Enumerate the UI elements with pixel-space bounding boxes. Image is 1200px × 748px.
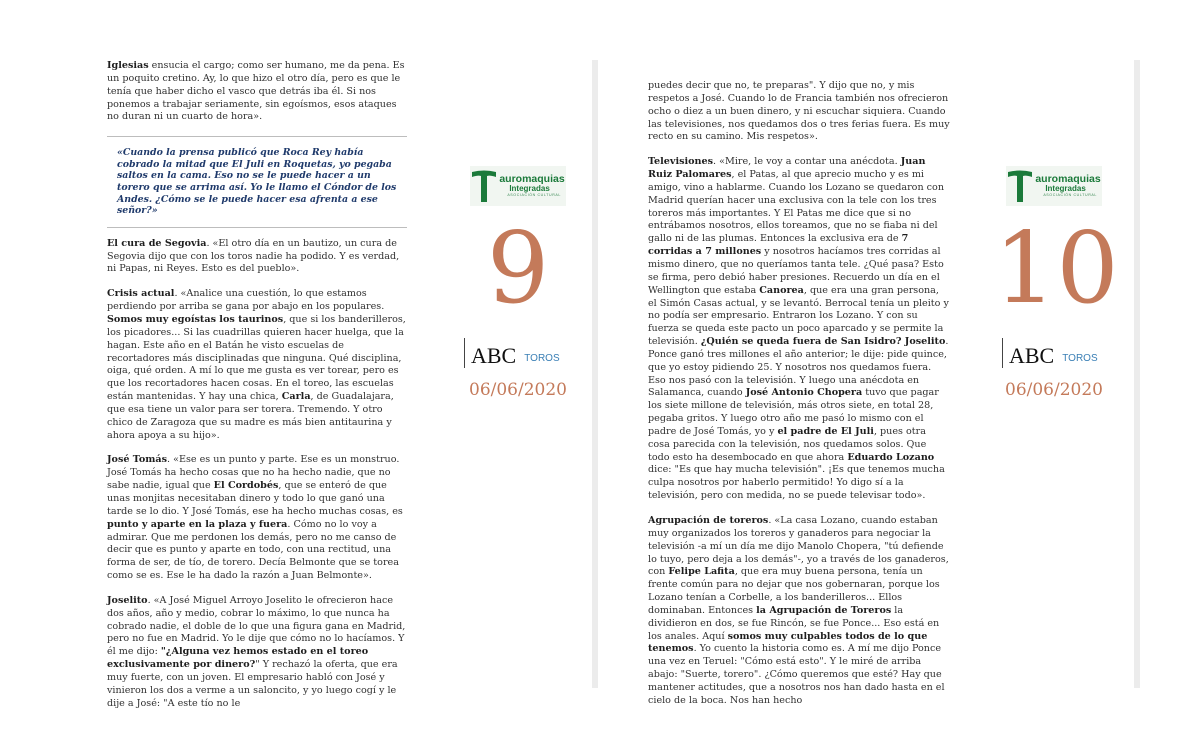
logo-line-1: auromaquias	[1035, 173, 1101, 186]
logo-line-3: ASOCIACIÓN CULTURAL	[1043, 192, 1097, 197]
paragraph-continuation: puedes decir que no, te preparas". Y dijo que no, y mis respetos a José. Cuando lo de Francia también nos ofrecieron ocho o diez a un buen dinero, y ni escuchar siquiera. Cuando las televisiones, nos quedamos dos o tres ferias fuera. Es muy recto en su camino. Mis respetos».	[648, 80, 950, 143]
page-10	[600, 0, 1140, 748]
t-logo-icon	[1007, 169, 1033, 203]
bold-run: Iglesias	[107, 60, 149, 71]
bold-run: Felipe Lafita	[668, 566, 735, 578]
abc-title: ABC	[1009, 343, 1055, 368]
paragraph-crisis-actual: Crisis actual. «Analice una cuestión, lo que estamos perdiendo por arriba se gana por abajo en los populares. Somos muy egoístas los taurinos, que si los banderilleros, los picadores... Si las cuadrillas quieren hacer huelga, que la hagan. Este año en el Batán he visto escuelas de recortadores más disciplinadas que ninguna. Qué disciplina, oiga, qué orden. A mí lo que me gusta es ver torear, pero es que los recortadores hacen cosas. En el toreo, las escuelas están mantenidas. Y hay una chica, Carla, de Guadalajara, que esa tiene un valor para ser torera. Tremendo. Y otro chico de Zaragoza que su madre es más bien antitaurina y ahora apoya a su hijo».	[107, 288, 406, 441]
logo-line-2: Integradas	[509, 183, 550, 193]
bold-run: Carla	[281, 391, 311, 403]
paragraph-cura-segovia: El cura de Segovia. «El otro día en un bautizo, un cura de Segovia dijo que con los toros nadie ha podido. Y es verdad, ni Papas, ni Reyes. Esto es del pueblo».	[107, 237, 400, 275]
bold-run: Agrupación de toreros	[648, 515, 769, 526]
left-article-column	[107, 60, 407, 722]
left-sidebar	[464, 166, 572, 400]
page-divider	[592, 60, 598, 688]
bold-run: El cura de Segovia	[107, 237, 207, 249]
bold-run: la Agrupación de Toreros	[756, 604, 892, 616]
right-sidebar	[994, 166, 1119, 400]
paragraph-joselito: Joselito. «A José Miguel Arroyo Joselito le ofrecieron hace dos años, año y medio, cobrar lo máximo, lo que nunca ha cobrado nadie, el doble de lo que una figura gana en Madrid, pero no fue en Madrid. Yo le dije que cómo no lo hacíamos. Y él me dijo: "¿Alguna vez hemos estado en el toreo exclusivamente por dinero?" Y rechazó la oferta, que era muy fuerte, con un joven. El empresario habló con José y vinieron los dos a verme a un saloncito, y yo luego cogí y le dije a José: "A este tío no le	[107, 594, 406, 709]
bold-run: 7 corridas a 7 millones	[648, 233, 909, 258]
bold-run: Joselito	[107, 594, 148, 606]
paragraph-televisiones: Televisiones. «Mire, le voy a contar una anécdota. Juan Ruiz Palomares, el Patas, al que aprecio mucho y es mi amigo, vino a hablarme. Cuando los Lozano se quedaron con Madrid querían hacer una exclusiva con la tele con los tres toreros más importantes. Y El Patas me dice que si no entrábamos nosotros, ellos toreamos, que no se fiaba ni del gallo ni de las plumas. Entonces la exclusiva era de 7 corridas a 7 millones y nosotros hacíamos tres corridas al mismo dinero, que no queríamos tanta tele. ¿Qué pasa? Esto se firma, pero debió haber presiones. Recuerdo un día en el Wellington que estaba Canorea, que era una gran persona, el Simón Casas actual, y se levantó. Berrocal tenía un pleito y no podía ser empresario. Entraron los Lozano. Y con su fuerza se queda este pacto un poco aparcado y se permite la televisión. ¿Quién se queda fuera de San Isidro? Joselito. Ponce ganó tres millones el año anterior; le dije: pide quince, que yo estoy pidiendo 25. Y nosotros nos quedamos fuera. Eso nos pasó con la televisión. Y luego una anécdota en Salamanca, cuando José Antonio Chopera tuvo que pagar los siete millone de televisión, más otros siete, en total 28, pegaba gritos. Y luego otro año me pasó lo mismo con el padre de José Tomás, yo y el padre de El Juli, pues otra cosa parecida con la televisión, nos quedamos solos. Que todo esto ha desembocado en que ahora Eduardo Lozano dice: "Es que hay mucha televisión". ¡Es que tenemos mucha culpa nosotros por haberlo permitido! Yo digo sí a la televisión, pero con medida, no se puede televisar todo».	[648, 156, 949, 502]
bold-run: Eduardo Lozano	[847, 451, 935, 463]
abc-title: ABC	[471, 343, 517, 368]
section-label: TOROS	[524, 353, 560, 364]
page-number: 9	[486, 212, 550, 326]
logo-line-2: Integradas	[1045, 183, 1086, 193]
bold-run: José Antonio Chopera	[745, 387, 863, 399]
page-edge	[1134, 60, 1140, 688]
pull-quote: «Cuando la prensa publicó que Roca Rey había cobrado la mitad que El Juli en Roquetas, yo pegaba saltos en la cama. Eso no se le puede hacer a un torero que se arrima así. Yo le llamo el Cóndor de los Andes. ¿Cómo se le puede hacer esa afrenta a ese señor?»	[107, 136, 407, 228]
bold-run: somos muy culpables todos de lo que tenemos	[648, 630, 928, 655]
right-article-column	[648, 80, 950, 720]
paragraph-agrupacion: Agrupación de toreros. «La casa Lozano, cuando estaban muy organizados los toreros y ganaderos para negociar la televisión -a mí un día me dijo Manolo Chopera, "tú defiende lo tuyo, pero deja a los demás"-, yo a través de los ganaderos, con Felipe Lafita, que era muy buena persona, tenía un frente común para no dejar que nos gobernaran, porque los Lozano tenían a Corbelle, a los banderilleros... Ellos dominaban. Entonces la Agrupación de Toreros la dividieron en dos, se fue Rincón, se fue Ponce... Eso está en los anales. Aquí somos muy culpables todos de lo que tenemos. Yo cuento la historia como es. A mí me dijo Ponce una vez en Teruel: "Cómo está esto". Y le miré de arriba abajo: "Suerte, torero". ¿Cómo queremos que esté? Hay que mantener actitudes, que a nosotros nos han dado hasta en el cielo de la boca. Nos han hecho	[648, 515, 949, 706]
bold-run: el padre de El Juli	[777, 425, 874, 437]
bold-run: Somos muy egoístas los taurinos	[107, 314, 284, 325]
logo-line-3: ASOCIACIÓN CULTURAL	[507, 192, 561, 197]
tauromaquias-logo	[470, 166, 566, 206]
bold-run: Juan Ruiz Palomares	[648, 156, 926, 181]
abc-masthead	[464, 338, 572, 368]
bold-run: punto y aparte en la plaza y fuera	[107, 518, 288, 530]
bold-run: José Tomás	[107, 454, 167, 466]
tauromaquias-logo	[1006, 166, 1102, 206]
logo-line-1: auromaquias	[499, 173, 565, 186]
bold-run: Crisis actual	[107, 288, 175, 300]
paragraph-jose-tomas: José Tomás. «Ese es un punto y parte. Ese es un monstruo. José Tomás ha hecho cosas que no ha hecho nadie, que no sabe nadie, igual que El Cordobés, que se enteró de que unas monjitas necesitaban dinero y todo lo que ganó una tarde se lo dio. Y José Tomás, ese ha hecho muchas cosas, es punto y aparte en la plaza y fuera. Cómo no lo voy a admirar. Que me perdonen los demás, pero no me canso de decir que es punto y aparte en todo, con una rectitud, una forma de ser, de tío, de torero. Decía Belmonte que se torea como se es. Ese le ha dado la razón a Juan Belmonte».	[107, 454, 403, 582]
abc-masthead	[1002, 338, 1114, 368]
page-number: 10	[994, 212, 1119, 326]
page-9	[0, 0, 592, 748]
section-label: TOROS	[1062, 353, 1098, 364]
t-logo-icon	[471, 169, 497, 203]
bold-run: Televisiones	[648, 156, 714, 168]
bold-run: Canorea	[759, 284, 804, 296]
bold-run: "¿Alguna vez hemos estado en el toreo exclusivamente por dinero?	[107, 646, 369, 671]
bold-run: El Cordobés	[213, 480, 279, 492]
bold-run: ¿Quién se queda fuera de San Isidro? Joselito	[700, 336, 946, 348]
issue-date: 06/06/2020	[469, 380, 567, 400]
issue-date: 06/06/2020	[1005, 380, 1103, 400]
paragraph-iglesias: Iglesias ensucia el cargo; como ser humano, me da pena. Es un poquito cretino. Ay, lo que hizo el otro día, pero es que le tenía que haber dicho el vasco que detrás iba él. Si nos ponemos a trabajar seriamente, sin egoísmos, esos ataques no duran ni un cuarto de hora».	[107, 60, 405, 123]
